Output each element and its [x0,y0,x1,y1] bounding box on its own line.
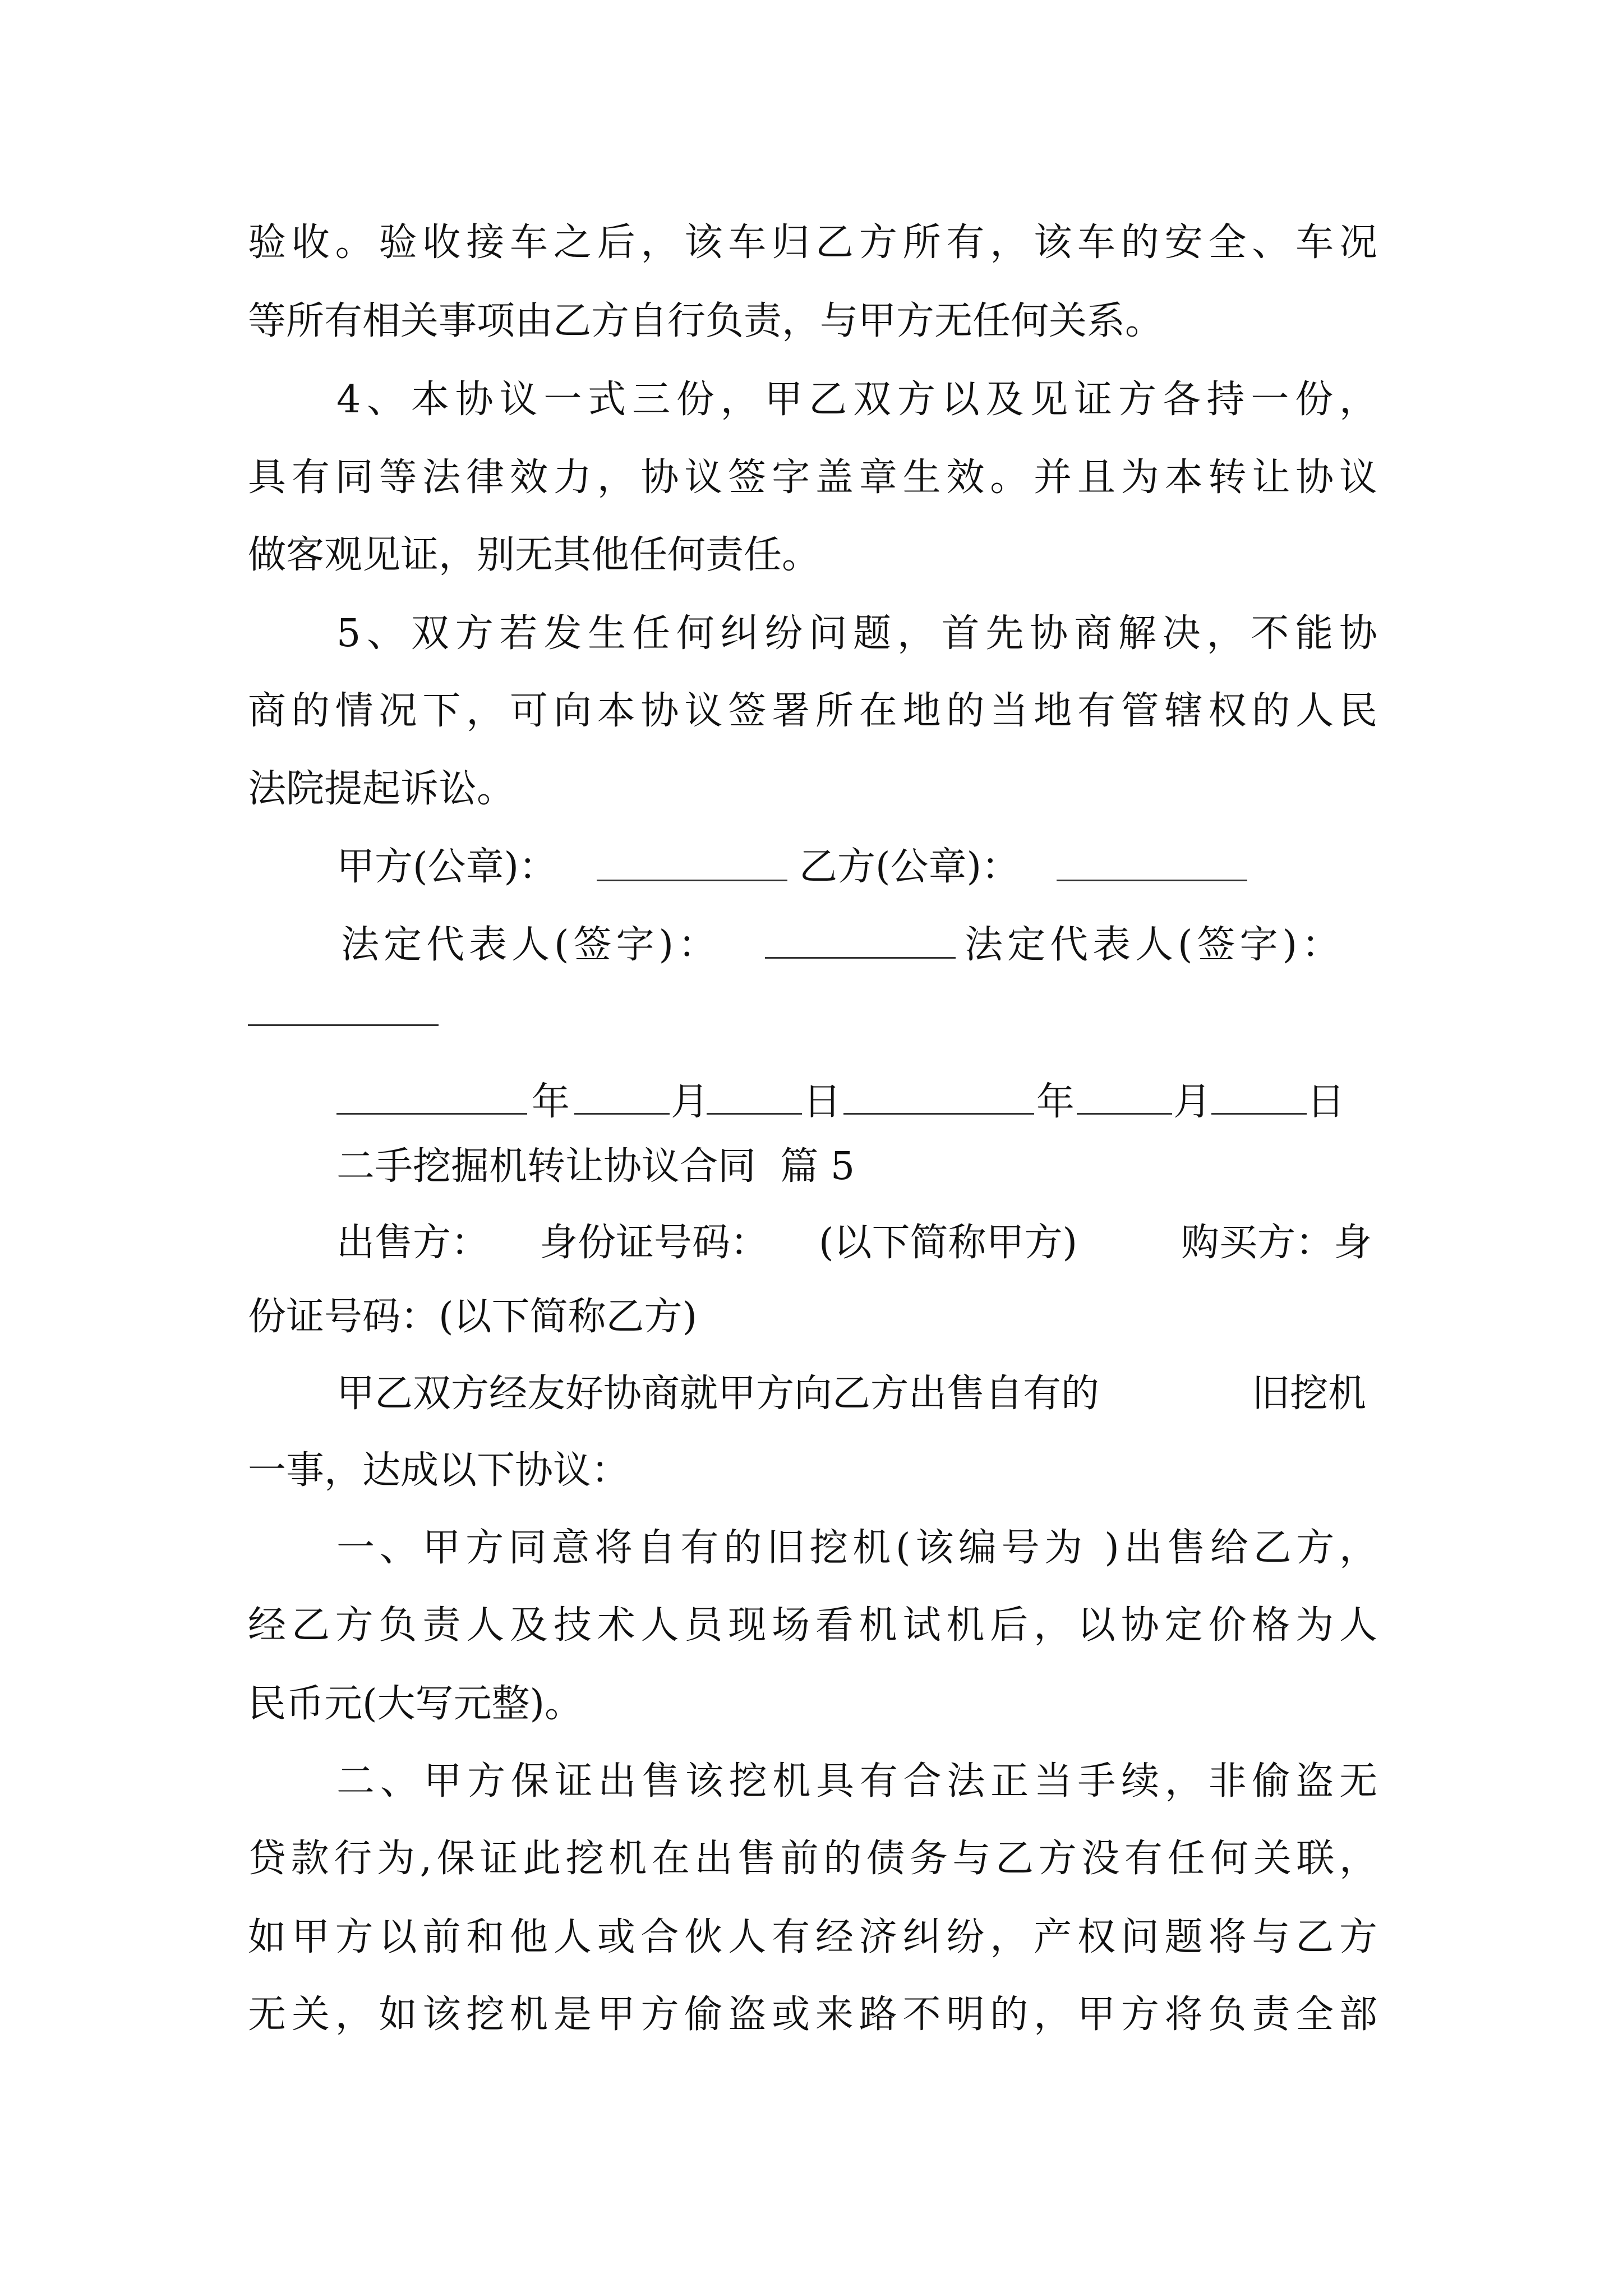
text-line: 具有同等法律效力，协议签字盖章生效。并且为本转让协议 [248,455,1377,500]
id-label: 身份证号码： [540,1221,769,1265]
date-year-a-blank [336,1113,527,1115]
party-b-seal-blank [1057,880,1247,881]
date-month-b-blank [1077,1113,1172,1115]
text-line: 二、甲方保证出售该挖机具有合法正当手续，非偷盗无 [336,1759,1377,1803]
text-line: 验收。验收接车之后，该车归乙方所有，该车的安全、车况 [248,220,1377,265]
text-line: 贷款行为,保证此挖机在出售前的债务与乙方没有任何关联， [248,1837,1377,1881]
text-line: 4、本协议一式三份，甲乙双方以及见证方各持一份， [336,378,1377,422]
text-line: 做客观见证，别无其他任何责任。 [248,533,820,577]
text-line: 如甲方以前和他人或合伙人有经济纠纷，产权问题将与乙方 [248,1915,1377,1959]
text-line: 民币元(大写元整)。 [248,1682,583,1726]
date-month-a-blank [574,1113,670,1115]
rep-b-blank [248,1024,439,1026]
rep-a-blank [765,957,956,959]
date-day-b-blank [1211,1113,1307,1115]
date-month-b: 月 [1173,1080,1212,1124]
date-day-b: 日 [1307,1080,1345,1124]
party-a-seal-blank [597,880,787,881]
alias-a: (以下简称甲方) [819,1221,1078,1265]
intro-left: 甲乙双方经友好协商就甲方向乙方出售自有的 [336,1372,1100,1416]
date-day-a: 日 [803,1080,842,1124]
rep-b-label: 法定代表人(签字)： [965,923,1345,967]
text-line: 无关，如该挖机是甲方偷盗或来路不明的，甲方将负责全部 [248,1993,1377,2037]
date-year-b: 年 [1036,1080,1075,1124]
text-line: 等所有相关事项由乙方自行负责，与甲方无任何关系。 [248,299,1164,343]
party-b-seal-label: 乙方(公章)： [799,845,1020,889]
buyer-label: 购买方：身 [1181,1221,1372,1265]
text-line: 一事，达成以下协议： [248,1448,630,1493]
text-line: 一、甲方同意将自有的旧挖机(该编号为 )出售给乙方， [336,1526,1377,1570]
date-day-a-blank [707,1113,802,1115]
date-month-a: 月 [671,1080,709,1124]
party-a-seal-label: 甲方(公章)： [336,845,557,889]
seller-label: 出售方： [336,1221,490,1265]
text-line: 5、双方若发生任何纠纷问题，首先协商解决，不能协 [336,611,1377,656]
text-line: 经乙方负责人及技术人员现场看机试机后，以协定价格为人 [248,1603,1377,1648]
intro-right: 旧挖机 [1252,1372,1367,1416]
text-line: 法院提起诉讼。 [248,767,515,811]
date-year-b-blank [843,1113,1034,1115]
text-line: 商的情况下，可向本协议签署所在地的当地有管辖权的人民 [248,689,1377,733]
text-line: 份证号码：(以下简称乙方) [248,1295,698,1339]
date-year-a: 年 [532,1080,570,1124]
section-title: 二手挖掘机转让协议合同 篇 5 [336,1144,855,1189]
rep-a-label: 法定代表人(签字)： [341,923,721,967]
